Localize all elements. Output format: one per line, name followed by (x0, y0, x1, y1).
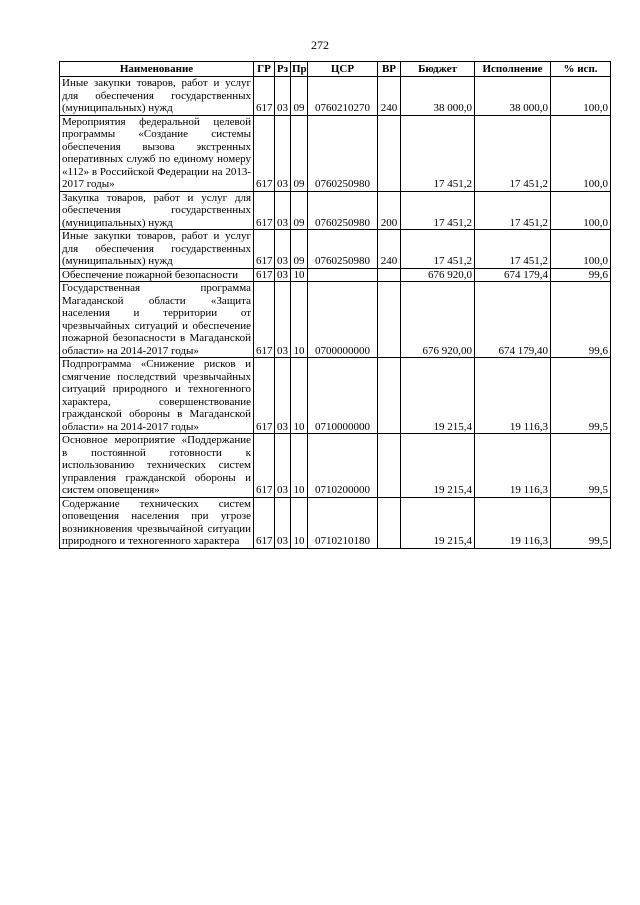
row-budget: 19 215,4 (401, 434, 475, 498)
header-execution: Исполнение (475, 62, 551, 77)
row-execution: 38 000,0 (475, 77, 551, 116)
row-rz: 03 (275, 77, 291, 116)
row-percent: 100,0 (551, 191, 611, 230)
row-gr: 617 (254, 282, 275, 358)
row-vr (378, 268, 401, 282)
row-pr: 10 (291, 268, 308, 282)
header-csr: ЦСР (308, 62, 378, 77)
table-row (60, 230, 611, 269)
row-pr: 10 (291, 434, 308, 498)
row-rz: 03 (275, 191, 291, 230)
row-name: Мероприятия федеральной целевой программы «Создание системы обеспечения вызова экстренных оперативных служб по единому номеру «112» в Российской Федерации на 2013-2017 годы» (60, 115, 254, 191)
row-percent: 99,6 (551, 282, 611, 358)
row-rz: 03 (275, 230, 291, 269)
table-row (60, 191, 611, 230)
table-row (60, 282, 611, 358)
row-csr: 0710000000 (308, 358, 378, 434)
row-gr: 617 (254, 115, 275, 191)
row-gr: 617 (254, 268, 275, 282)
header-name: Наименование (60, 62, 254, 77)
row-gr: 617 (254, 497, 275, 548)
row-pr: 09 (291, 191, 308, 230)
row-budget: 19 215,4 (401, 497, 475, 548)
row-budget: 17 451,2 (401, 115, 475, 191)
row-name: Закупка товаров, работ и услуг для обеспечения государственных (муниципальных) нужд (60, 191, 254, 230)
row-percent: 99,5 (551, 497, 611, 548)
row-pr: 09 (291, 115, 308, 191)
row-name: Основное мероприятие «Поддержание в постоянной готовности к использованию технических систем управления гражданской обороны и систем оповещения» (60, 434, 254, 498)
row-rz: 03 (275, 358, 291, 434)
row-execution: 17 451,2 (475, 191, 551, 230)
row-pr: 10 (291, 358, 308, 434)
row-vr (378, 497, 401, 548)
row-pr: 09 (291, 77, 308, 116)
row-percent: 100,0 (551, 77, 611, 116)
row-gr: 617 (254, 191, 275, 230)
row-rz: 03 (275, 115, 291, 191)
header-rz: Рз (275, 62, 291, 77)
row-percent: 99,5 (551, 434, 611, 498)
row-csr: 0760250980 (308, 115, 378, 191)
row-execution: 17 451,2 (475, 230, 551, 269)
row-percent: 100,0 (551, 230, 611, 269)
row-execution: 19 116,3 (475, 358, 551, 434)
header-budget: Бюджет (401, 62, 475, 77)
header-pr: Пр (292, 62, 307, 75)
row-vr: 240 (378, 77, 401, 116)
budget-table (59, 61, 611, 549)
row-csr: 0700000000 (308, 282, 378, 358)
row-csr: 0760250980 (308, 191, 378, 230)
row-vr: 200 (378, 191, 401, 230)
row-percent: 100,0 (551, 115, 611, 191)
row-rz: 03 (275, 282, 291, 358)
header-gr: ГР (254, 62, 275, 77)
row-budget: 19 215,4 (401, 358, 475, 434)
row-pr: 10 (291, 282, 308, 358)
row-gr: 617 (254, 230, 275, 269)
row-pr: 10 (291, 497, 308, 548)
row-vr (378, 115, 401, 191)
row-vr (378, 282, 401, 358)
row-execution: 674 179,4 (475, 268, 551, 282)
row-vr: 240 (378, 230, 401, 269)
row-execution: 19 116,3 (475, 497, 551, 548)
row-budget: 17 451,2 (401, 191, 475, 230)
row-execution: 674 179,40 (475, 282, 551, 358)
table-header-row (60, 62, 611, 77)
row-name: Государственная программа Магаданской области «Защита населения и территории от чрезвычайных ситуаций и обеспечение пожарной безопасности в Магаданской области» на 2014-2017 годы» (60, 282, 254, 358)
table-row (60, 434, 611, 498)
row-rz: 03 (275, 497, 291, 548)
row-budget: 17 451,2 (401, 230, 475, 269)
row-vr (378, 434, 401, 498)
row-name: Обеспечение пожарной безопасности (60, 268, 254, 282)
row-percent: 99,5 (551, 358, 611, 434)
row-budget: 676 920,0 (401, 268, 475, 282)
row-name: Содержание технических систем оповещения населения при угрозе возникновения чрезвычайной ситуации природного и техногенного характера (60, 497, 254, 548)
header-percent: % исп. (551, 62, 611, 77)
row-execution: 17 451,2 (475, 115, 551, 191)
table-row (60, 358, 611, 434)
row-vr (378, 358, 401, 434)
row-gr: 617 (254, 358, 275, 434)
header-vr: ВР (378, 62, 401, 77)
row-name: Иные закупки товаров, работ и услуг для обеспечения государственных (муниципальных) нужд (60, 77, 254, 116)
row-name: Подпрограмма «Снижение рисков и смягчение последствий чрезвычайных ситуаций природного и техногенного характера, совершенствование гражданской обороны в Магаданской области» на 2014-2017 годы» (60, 358, 254, 434)
row-csr: 0710210180 (308, 497, 378, 548)
row-csr: 0760210270 (308, 77, 378, 116)
page-number: 272 (311, 38, 329, 52)
row-name: Иные закупки товаров, работ и услуг для обеспечения государственных (муниципальных) нужд (60, 230, 254, 269)
table-row (60, 497, 611, 548)
row-csr: 0710200000 (308, 434, 378, 498)
table-row (60, 268, 611, 282)
row-csr: 0760250980 (308, 230, 378, 269)
table-row (60, 77, 611, 116)
row-gr: 617 (254, 434, 275, 498)
row-budget: 38 000,0 (401, 77, 475, 116)
row-gr: 617 (254, 77, 275, 116)
row-execution: 19 116,3 (475, 434, 551, 498)
row-pr: 09 (291, 230, 308, 269)
row-budget: 676 920,00 (401, 282, 475, 358)
row-csr (308, 268, 378, 282)
row-rz: 03 (275, 434, 291, 498)
table-row (60, 115, 611, 191)
row-rz: 03 (275, 268, 291, 282)
row-percent: 99,6 (551, 268, 611, 282)
